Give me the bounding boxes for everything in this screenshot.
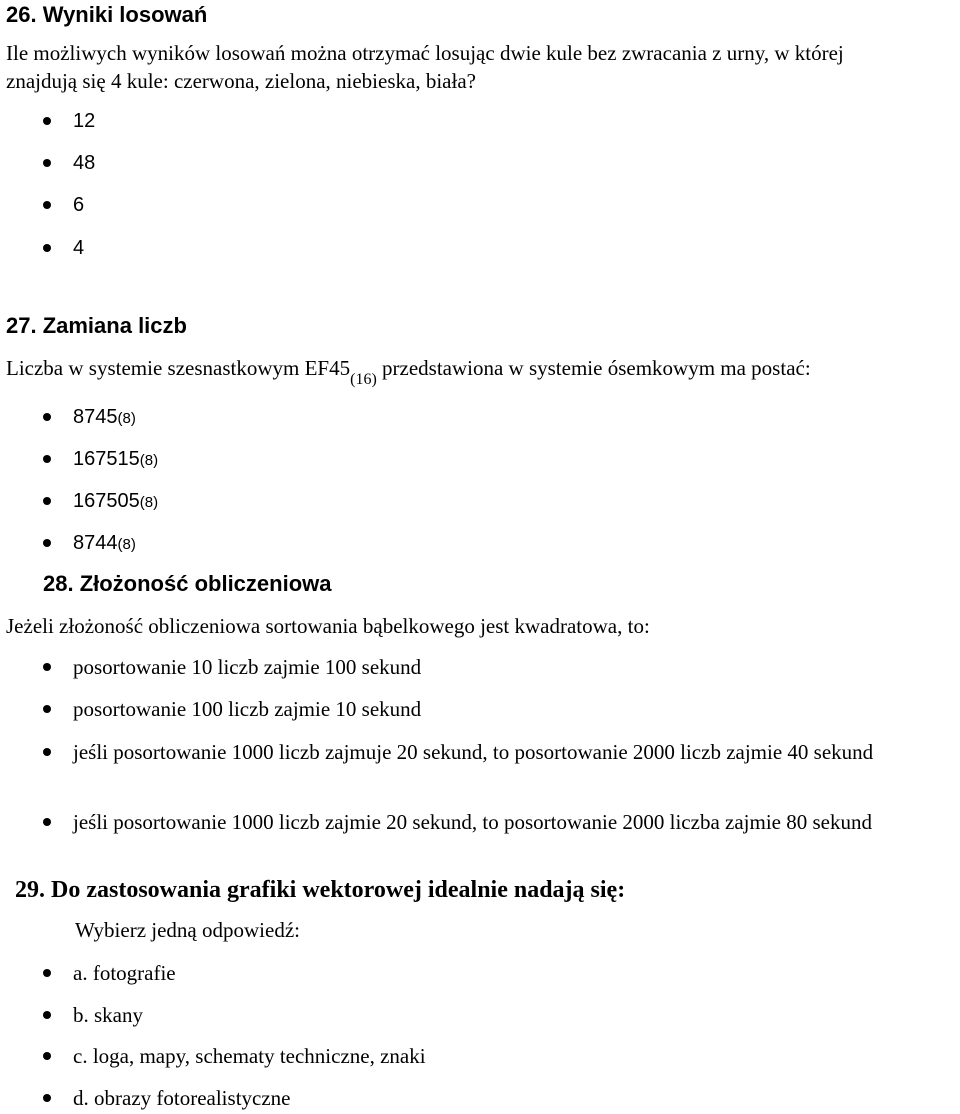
bullet-icon [43, 244, 51, 252]
q27-option-base: (8) [139, 452, 159, 469]
bullet-icon [43, 497, 51, 505]
q29-option-label: a. fotografie [73, 961, 176, 985]
q27-option-value: 8745 [73, 406, 118, 428]
bullet-icon [43, 117, 51, 125]
q26-text-line2: znajdują się 4 kule: czerwona, zielona, niebieska, biała? [6, 69, 476, 93]
bullet-icon [43, 818, 51, 826]
q27-option-base: (8) [139, 494, 159, 511]
q29-option-label: c. loga, mapy, schematy techniczne, znaki [73, 1044, 426, 1068]
q29-option-label: b. skany [73, 1003, 143, 1027]
bullet-icon [43, 705, 51, 713]
q27-text-subscript: (16) [350, 371, 377, 388]
bullet-icon [43, 455, 51, 463]
q28-option-label: jeśli posortowanie 1000 liczb zajmie 20 sekund, to posortowanie 2000 liczba zajmie 80 sekund [73, 810, 872, 834]
bullet-icon [43, 1011, 51, 1019]
q28-option-label: jeśli posortowanie 1000 liczb zajmuje 20 sekund, to posortowanie 2000 liczb zajmie 40 sekund [73, 740, 874, 764]
q28-title: 28. Złożoność obliczeniowa [43, 571, 332, 596]
q29-option-label: d. obrazy fotorealistyczne [73, 1086, 291, 1110]
bullet-icon [43, 539, 51, 547]
bullet-icon [43, 1052, 51, 1060]
q26-option-label: 48 [73, 152, 96, 174]
bullet-icon [43, 748, 51, 756]
q28-option-label: posortowanie 100 liczb zajmie 10 sekund [73, 697, 422, 721]
q28-text: Jeżeli złożoność obliczeniowa sortowania bąbelkowego jest kwadratowa, to: [6, 614, 650, 638]
bullet-icon [43, 159, 51, 167]
q28-option-label: posortowanie 10 liczb zajmie 100 sekund [73, 655, 422, 679]
q27-text-after: przedstawiona w systemie ósemkowym ma postać: [376, 356, 811, 380]
q29-instruction: Wybierz jedną odpowiedź: [75, 918, 300, 942]
bullet-icon [43, 663, 51, 671]
bullet-icon [43, 969, 51, 977]
q27-text [6, 355, 960, 388]
q27-option-value: 167505 [73, 490, 140, 512]
bullet-icon [43, 1094, 51, 1102]
q27-text-before: Liczba w systemie szesnastkowym EF45 [6, 356, 351, 380]
bullet-icon [43, 201, 51, 209]
q27-title: 27. Zamiana liczb [6, 313, 187, 338]
q27-option-value: 8744 [73, 532, 118, 554]
q27-option-base: (8) [117, 410, 136, 427]
q26-option-label: 6 [73, 194, 85, 216]
q26-option-label: 4 [73, 237, 85, 259]
q26-title: 26. Wyniki losowań [6, 2, 208, 27]
q26-text-line1: Ile możliwych wyników losowań można otrzymać losując dwie kule bez zwracania z urny, w której [6, 41, 844, 65]
bullet-icon [43, 413, 51, 421]
q26-option-label: 12 [73, 110, 96, 132]
q29-title: 29. Do zastosowania grafiki wektorowej idealnie nadają się: [15, 877, 626, 903]
q27-option-value: 167515 [73, 448, 140, 470]
q27-option-base: (8) [117, 536, 136, 553]
